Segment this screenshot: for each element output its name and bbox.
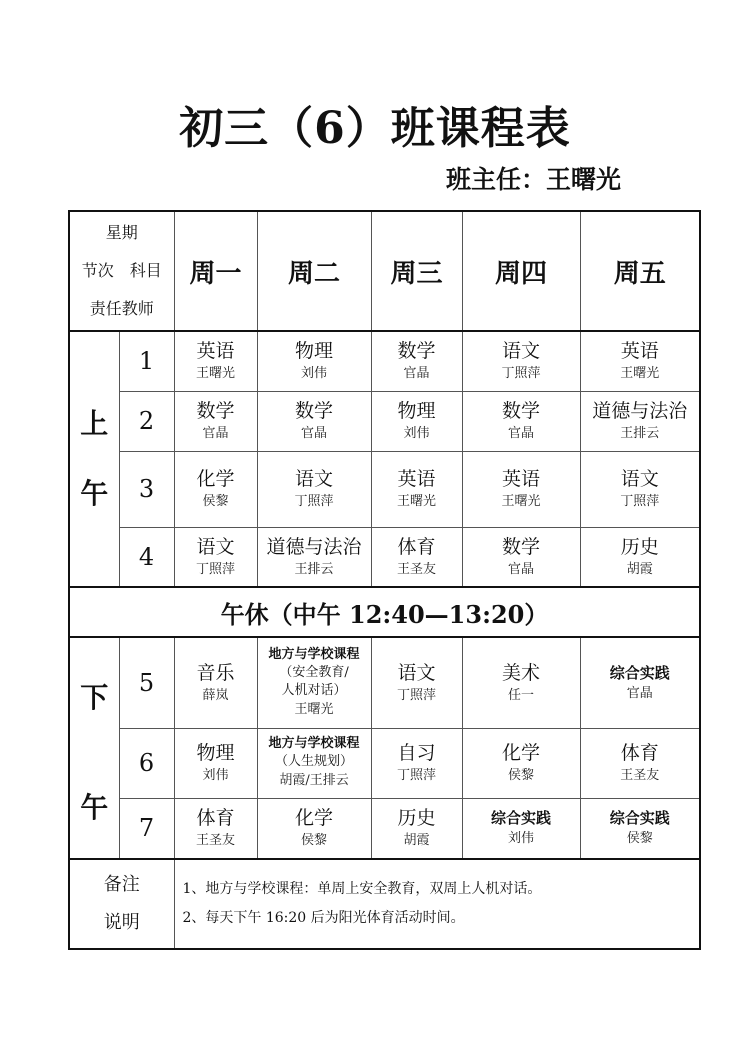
class-cell: 化学 侯黎 — [462, 728, 580, 798]
noon-break: 午休（中午 12:40—13:20） — [69, 587, 700, 637]
period-row-4 — [69, 527, 700, 587]
corner-teacher: 责任教师 — [89, 299, 154, 318]
remarks-text — [174, 859, 700, 949]
header-row — [69, 211, 700, 331]
period-row-5 — [69, 637, 700, 728]
afternoon-label: 下 午 — [69, 637, 119, 859]
class-cell: 语文 丁照萍 — [580, 451, 700, 527]
day-header-thu: 周四 — [462, 211, 580, 331]
class-cell: 地方与学校课程 （人生规划） 胡霞/王排云 — [257, 728, 371, 798]
period-row-2 — [69, 391, 700, 451]
class-cell: 自习 丁照萍 — [371, 728, 462, 798]
remark-line-1: 1、地方与学校课程：单周上安全教育，双周上人机对话。 — [182, 881, 542, 897]
morning-label: 上 午 — [69, 331, 119, 587]
page-title: 初三（6）班课程表 — [179, 103, 571, 154]
period-row-7 — [69, 798, 700, 859]
class-cell: 体育 王圣友 — [174, 798, 257, 859]
class-cell: 物理 刘伟 — [257, 331, 371, 391]
remarks-label: 备注 说明 — [69, 859, 174, 949]
class-cell: 地方与学校课程 （安全教育/ 人机对话） 王曙光 — [257, 637, 371, 728]
day-header-fri: 周五 — [580, 211, 700, 331]
remark-line-2: 2、每天下午 16:20 后为阳光体育活动时间。 — [182, 910, 465, 926]
class-cell: 语文 丁照萍 — [462, 331, 580, 391]
period-number: 4 — [119, 527, 174, 587]
period-number: 1 — [119, 331, 174, 391]
period-row-3 — [69, 451, 700, 527]
class-cell: 英语 王曙光 — [462, 451, 580, 527]
class-cell: 数学 官晶 — [371, 331, 462, 391]
class-cell: 道德与法治 王排云 — [257, 527, 371, 587]
class-cell: 数学 官晶 — [257, 391, 371, 451]
class-cell: 语文 丁照萍 — [257, 451, 371, 527]
class-cell: 数学 官晶 — [462, 527, 580, 587]
period-number: 3 — [119, 451, 174, 527]
period-row-1 — [69, 331, 700, 391]
period-number: 6 — [119, 728, 174, 798]
class-cell: 物理 刘伟 — [174, 728, 257, 798]
day-header-mon: 周一 — [174, 211, 257, 331]
class-cell: 语文 丁照萍 — [371, 637, 462, 728]
noon-break-row — [69, 587, 700, 637]
remarks-row — [69, 859, 700, 949]
head-teacher: 班主任：王曙光 — [446, 165, 622, 194]
class-cell: 英语 王曙光 — [371, 451, 462, 527]
class-cell: 历史 胡霞 — [371, 798, 462, 859]
corner-weekday: 星期 — [105, 223, 138, 242]
class-cell: 综合实践 官晶 — [580, 637, 700, 728]
class-cell: 化学 侯黎 — [257, 798, 371, 859]
class-cell: 英语 王曙光 — [580, 331, 700, 391]
period-number: 7 — [119, 798, 174, 859]
day-header-tue: 周二 — [257, 211, 371, 331]
class-cell: 语文 丁照萍 — [174, 527, 257, 587]
corner-header — [69, 211, 174, 331]
corner-period-subject: 节次 科目 — [81, 261, 162, 280]
class-cell: 体育 王圣友 — [580, 728, 700, 798]
class-cell: 音乐 薛岚 — [174, 637, 257, 728]
class-cell: 体育 王圣友 — [371, 527, 462, 587]
class-cell: 数学 官晶 — [174, 391, 257, 451]
class-cell: 道德与法治 王排云 — [580, 391, 700, 451]
class-cell: 美术 任一 — [462, 637, 580, 728]
class-cell: 历史 胡霞 — [580, 527, 700, 587]
class-cell: 数学 官晶 — [462, 391, 580, 451]
class-cell: 综合实践 刘伟 — [462, 798, 580, 859]
period-number: 2 — [119, 391, 174, 451]
class-cell: 物理 刘伟 — [371, 391, 462, 451]
class-cell: 综合实践 侯黎 — [580, 798, 700, 859]
day-header-wed: 周三 — [371, 211, 462, 331]
schedule-table — [68, 210, 701, 950]
period-row-6 — [69, 728, 700, 798]
class-cell: 英语 王曙光 — [174, 331, 257, 391]
period-number: 5 — [119, 637, 174, 728]
class-cell: 化学 侯黎 — [174, 451, 257, 527]
